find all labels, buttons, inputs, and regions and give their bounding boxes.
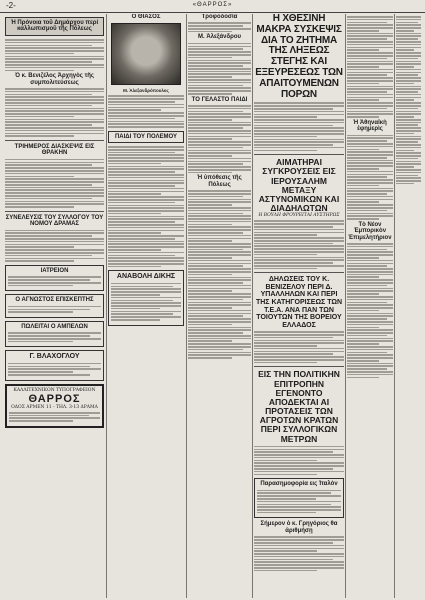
article-body [108,146,184,267]
classified-box [5,321,104,347]
section-divider [254,154,344,155]
column-2 [108,14,184,598]
notice-box [108,131,184,143]
ad-address: ΟΔΟΣ ΑΡΜΕΝ 11 - ΤΗΛ. 3-13 ΔΡΑΜΑ [11,404,98,410]
article-body [188,43,251,95]
page-number: -2- [6,1,16,10]
article-headline: Σήμερον ὁ κ. Γρηγόριος θα ἀριθμήσῃ [260,521,338,534]
article-headline: Τροφοδοσία [201,14,238,20]
article-body [254,220,344,269]
column-rule [394,14,395,598]
article-headline: Ἡ ὑπόθεσις τῆς Πόλεως [197,175,242,188]
article-body [254,536,344,571]
article-body [347,135,393,220]
ad-title: ΘΑΡΡΟΣ [28,392,81,405]
article-headline: ΠΑΙΔΙ ΤΟΥ ΠΟΛΕΜΟΥ [114,133,178,140]
classified-box [5,265,104,291]
notice-box [108,270,184,325]
section-divider [5,211,104,212]
advertisement-box [5,350,104,380]
masthead: «ΘΑΡΡΟΣ» [192,2,233,8]
article-body [188,22,251,32]
article-headline: ΤΡΙΗΜΕΡΟΣ ΔΙΑΣΚΕΨΙΣ ΕΙΣ ΘΡΑΚΗΝ [14,143,95,157]
printing-house-ad [5,384,104,428]
column-5 [347,14,393,598]
column-3 [188,14,251,598]
article-body [254,102,344,151]
article-headline: ΕΙΣ ΤΗΝ ΠΟΛΙΤΙΚΗΝ ΕΠΙΤΡΟΠΗΝ ΕΓΕΝΟΝΤΟ ΑΠΟΔΕΚΤΑΙ ΑΙ ΠΡΟΤΑΣΕΙΣ ΤΩΝ ΑΓΡΟΤΩΝ ΚΡΑΤΩΝ ΠΕΡΙ ΣΥΛΛΟΓΙΚΩΝ ΜΕΤΡΩΝ [258,369,340,444]
article-headline: Παρασημοφορία εις Ἰταλὸν [260,481,338,488]
article-headline: ΑΙΜΑΤΗΡΑΙ ΣΥΓΚΡΟΥΣΕΙΣ ΕΙΣ ΙΕΡΟΥΣΑΛΗΜ ΜΕΤΑΞΥ ΑΣΤΥΝΟΜΙΚΩΝ ΚΑΙ ΔΙΑΔΗΛΩΤΩΝ [258,157,340,214]
classified-title: ΙΑΤΡΕΙΟΝ [40,267,69,274]
photo-caption: Μ. Ἀλεξανδρόπουλος [123,88,169,94]
article-headline: ΑΝΑΒΟΛΗ ΔΙΚΗΣ [116,273,176,281]
article-headline: Ἡ Ἀθηναϊκὴ ἐφημερὶς [353,119,387,133]
ad-kicker: ΚΑΛΛΙΤΕΧΝΙΚΟΝ ΤΥΠΟΓΡΑΦΕΙΟΝ [13,387,96,393]
article-body [5,39,104,71]
article-headline: Ὁ κ. Βενιζέλος Ἀρχηγὸς τῆς συμπολιτεύσεως [14,73,95,86]
article-headline: ΣΥΝΕΛΕΥΣΙΣ ΤΟΥ ΣΥΛΛΟΓΟΥ ΤΟΥ ΝΟΜΟΥ ΔΡΑΜΑΣ [5,214,104,228]
column-1 [5,14,104,598]
article-headline: Ἡ Πρόνοια τοῦ Δημάρχου περί καλλωπισμοῦ τῆς Πόλεως [10,20,99,33]
notice-box [254,478,344,518]
article-headline: ΤΟ ΓΕΛΑΣΤΟ ΠΑΙΔΙ [191,96,248,103]
section-divider [5,140,104,141]
classified-title: Ο ΑΓΝΩΣΤΟΣ ΕΠΙΣΚΕΠΤΗΣ [15,297,94,304]
lead-headline: Η ΧΘΕΣΙΝΗ ΜΑΚΡΑ ΣΥΣΚΕΨΙΣ ΔΙΑ ΤΟ ΖΗΤΗΜΑ ΤΗΣ ΛΗΞΕΩΣ ΣΤΕΓΗΣ ΚΑΙ ΕΞΕΥΡΕΣΕΩΣ ΤΩΝ ΑΠΑΙΤΟΥΜΕΝΩΝ ΠΟΡΩΝ [255,14,343,100]
article-body [254,446,344,475]
article-body [347,243,393,378]
article-body [396,16,421,184]
article-headline: Μ. Ἀλεξάνδρου [198,34,241,41]
article-body [188,105,251,173]
column-4 [254,14,344,598]
article-body [108,95,184,127]
article-body [254,331,344,363]
portrait-label: Ο ΘΙΑΣΟΣ [131,14,161,20]
page-header [0,0,425,13]
section-divider [254,366,344,367]
column-rule [186,14,187,598]
article-body [347,16,393,118]
notice-box [5,17,104,36]
column-rule [345,14,346,598]
article-body [5,88,104,137]
advertiser-name: Γ. ΒΛΑΧΟΓΛΟΥ [29,353,80,361]
classified-title: ΠΩΛΕΙΤΑΙ Ο ΑΜΠΕΛΩΝ [21,323,88,330]
portrait-photo [111,23,181,85]
column-rule [252,14,253,598]
classified-box [5,294,104,318]
column-6 [396,14,421,598]
article-body [5,159,104,208]
column-rule [106,14,107,598]
article-headline: Τὸ Νέον Ἐμπορικὸν Ἐπιμελητήριον [348,221,392,241]
article-body [188,190,251,358]
section-divider [254,272,344,273]
article-subheadline: Η ΒΟΥΛΗ ΦΡΟΥΡΕΙΤΑΙ ΑΥΣΤΗΡΩΣ [258,213,340,219]
article-headline: ΔΗΛΩΣΕΙΣ ΤΟΥ Κ. ΒΕΝΙΖΕΛΟΥ ΠΕΡΙ Δ. ΥΠΑΛΛΗΛΩΝ ΚΑΙ ΠΕΡΙ ΤΗΣ ΚΑΤΗΓΟΡΙΣΕΩΣ ΤΩΝ Τ.Ε.Α. ΑΝΑ ΠΑΝ ΤΩΝ ΤΟΙΟΥΤΩΝ ΤΗΣ ΒΟΡΕΙΟΥ ΕΛΛΑΔΟΣ [255,276,343,329]
article-body [5,230,104,262]
